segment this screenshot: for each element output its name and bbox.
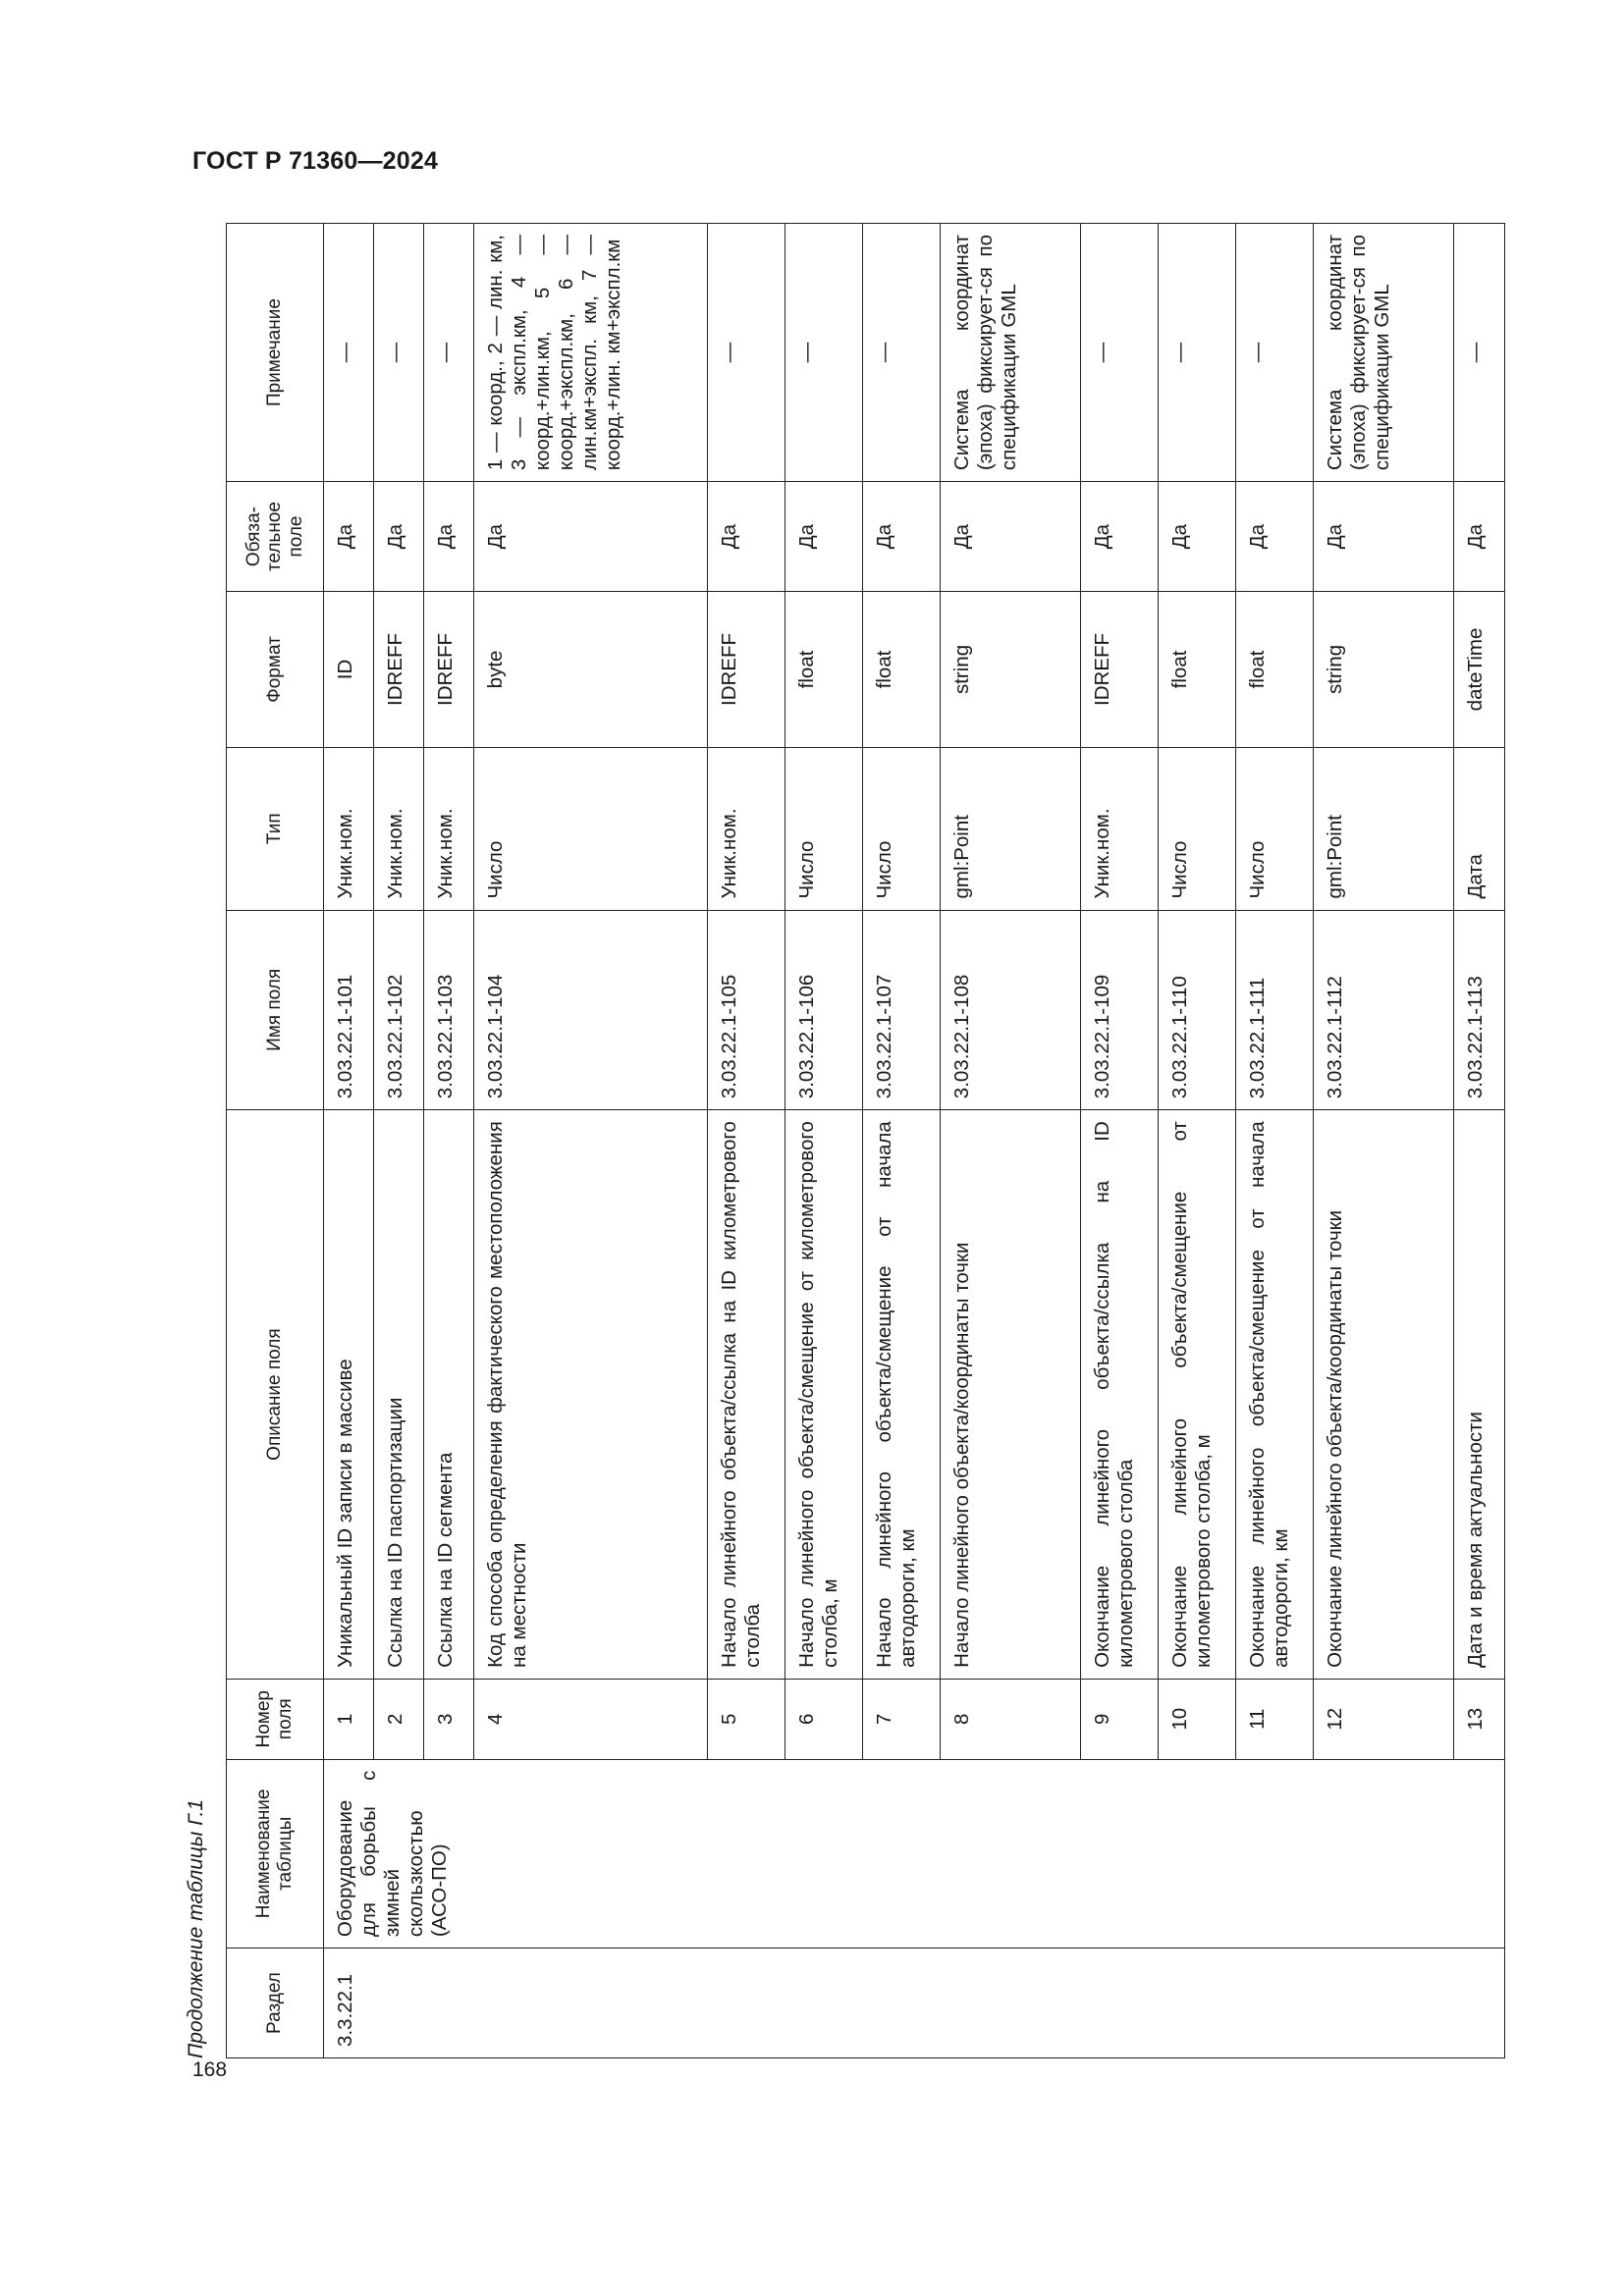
- field-name: 3.03.22.1-111: [1236, 910, 1314, 1110]
- field-name: 3.03.22.1-106: [785, 910, 863, 1110]
- field-required: Да: [708, 482, 785, 592]
- document-code: ГОСТ Р 71360—2024: [192, 147, 439, 175]
- field-required: Да: [1081, 482, 1159, 592]
- table-header-row: [227, 224, 324, 2058]
- col-header-required: Обяза-тельное поле: [227, 482, 324, 592]
- field-format: float: [1159, 592, 1236, 748]
- field-name: 3.03.22.1-112: [1314, 910, 1454, 1110]
- field-note: —: [1081, 224, 1159, 482]
- field-note: —: [324, 224, 374, 482]
- field-name: 3.03.22.1-109: [1081, 910, 1159, 1110]
- field-format: IDREFF: [708, 592, 785, 748]
- field-type: Уник.ном.: [424, 747, 474, 910]
- col-header-note: Примечание: [227, 224, 324, 482]
- field-description: Окончание линейного объекта/смещение от километрового столба, м: [1159, 1110, 1236, 1680]
- field-description: Ссылка на ID паспортизации: [374, 1110, 424, 1680]
- field-description: Код способа определения фактического местоположения на местности: [474, 1110, 708, 1680]
- col-header-table-name: Наименование таблицы: [227, 1759, 324, 1948]
- field-name: 3.03.22.1-102: [374, 910, 424, 1110]
- field-type: Уник.ном.: [374, 747, 424, 910]
- field-note: —: [708, 224, 785, 482]
- table-caption: Продолжение таблицы Г.1: [185, 1798, 207, 2058]
- field-name: 3.03.22.1-108: [941, 910, 1081, 1110]
- field-note: —: [374, 224, 424, 482]
- field-required: Да: [863, 482, 941, 592]
- section-table-name: Оборудование для борьбы с зимней скользкостью (АСО-ПО): [324, 1759, 1505, 1948]
- field-description: Окончание линейного объекта/смещение от начала автодороги, км: [1236, 1110, 1314, 1680]
- field-type: Число: [1159, 747, 1236, 910]
- field-required: Да: [1454, 482, 1505, 592]
- field-format: float: [863, 592, 941, 748]
- field-format: IDREFF: [1081, 592, 1159, 748]
- field-format: float: [1236, 592, 1314, 748]
- field-number: 8: [941, 1679, 1081, 1759]
- field-number: 5: [708, 1679, 785, 1759]
- col-header-field-name: Имя поля: [227, 910, 324, 1110]
- col-header-type: Тип: [227, 747, 324, 910]
- field-number: 4: [474, 1679, 708, 1759]
- col-header-field-number: Номер поля: [227, 1679, 324, 1759]
- field-type: gml:Point: [1314, 747, 1454, 910]
- page-number: 168: [192, 2058, 228, 2081]
- field-note: Система координат (эпоха) фиксирует-ся по спецификации GML: [941, 224, 1081, 482]
- field-description: Начало линейного объекта/координаты точки: [941, 1110, 1081, 1680]
- field-type: Уник.ном.: [324, 747, 374, 910]
- field-description: Начало линейного объекта/смещение от километрового столба, м: [785, 1110, 863, 1680]
- field-type: Число: [863, 747, 941, 910]
- field-format: string: [1314, 592, 1454, 748]
- field-required: Да: [474, 482, 708, 592]
- field-number: 11: [1236, 1679, 1314, 1759]
- field-number: 9: [1081, 1679, 1159, 1759]
- field-required: Да: [941, 482, 1081, 592]
- field-type: Уник.ном.: [1081, 747, 1159, 910]
- field-note: —: [424, 224, 474, 482]
- field-name: 3.03.22.1-105: [708, 910, 785, 1110]
- field-number: 7: [863, 1679, 941, 1759]
- field-format: dateTime: [1454, 592, 1505, 748]
- field-number: 13: [1454, 1679, 1505, 1759]
- field-name: 3.03.22.1-104: [474, 910, 708, 1110]
- field-description: Дата и время актуальности: [1454, 1110, 1505, 1680]
- field-number: 12: [1314, 1679, 1454, 1759]
- field-required: Да: [374, 482, 424, 592]
- col-header-format: Формат: [227, 592, 324, 748]
- field-number: 1: [324, 1679, 374, 1759]
- field-note: —: [1236, 224, 1314, 482]
- field-type: Дата: [1454, 747, 1505, 910]
- field-note: —: [1159, 224, 1236, 482]
- field-type: Число: [1236, 747, 1314, 910]
- field-required: Да: [1314, 482, 1454, 592]
- field-description: Начало линейного объекта/смещение от начала автодороги, км: [863, 1110, 941, 1680]
- col-header-section: Раздел: [227, 1949, 324, 2058]
- rotated-table-block: [178, 223, 1498, 2058]
- field-number: 6: [785, 1679, 863, 1759]
- field-required: Да: [1159, 482, 1236, 592]
- field-required: Да: [324, 482, 374, 592]
- field-required: Да: [1236, 482, 1314, 592]
- field-required: Да: [785, 482, 863, 592]
- field-format: float: [785, 592, 863, 748]
- field-format: IDREFF: [374, 592, 424, 748]
- field-format: IDREFF: [424, 592, 474, 748]
- fields-table: [226, 223, 1505, 2058]
- col-header-field-description: Описание поля: [227, 1110, 324, 1680]
- table-row: [324, 224, 374, 2058]
- field-format: byte: [474, 592, 708, 748]
- field-name: 3.03.22.1-103: [424, 910, 474, 1110]
- field-note: —: [863, 224, 941, 482]
- field-type: Число: [474, 747, 708, 910]
- field-type: Уник.ном.: [708, 747, 785, 910]
- field-description: Уникальный ID записи в массиве: [324, 1110, 374, 1680]
- field-note: 1 — коорд., 2 — лин. км, 3 — экспл.км, 4 — коорд.+лин.км, 5 — коорд.+экспл.км, 6 — лин.км+экспл. км, 7 — коорд.+лин. км+экспл.км: [474, 224, 708, 482]
- field-description: Ссылка на ID сегмента: [424, 1110, 474, 1680]
- field-name: 3.03.22.1-110: [1159, 910, 1236, 1110]
- field-name: 3.03.22.1-101: [324, 910, 374, 1110]
- field-description: Окончание линейного объекта/координаты точки: [1314, 1110, 1454, 1680]
- field-required: Да: [424, 482, 474, 592]
- field-number: 10: [1159, 1679, 1236, 1759]
- field-note: Система координат (эпоха) фиксирует-ся по спецификации GML: [1314, 224, 1454, 482]
- field-type: gml:Point: [941, 747, 1081, 910]
- field-number: 2: [374, 1679, 424, 1759]
- field-number: 3: [424, 1679, 474, 1759]
- field-description: Окончание линейного объекта/ссылка на ID километрового столба: [1081, 1110, 1159, 1680]
- section-code: 3.3.22.1: [324, 1949, 1505, 2058]
- field-name: 3.03.22.1-113: [1454, 910, 1505, 1110]
- field-description: Начало линейного объекта/ссылка на ID километрового столба: [708, 1110, 785, 1680]
- field-note: —: [785, 224, 863, 482]
- field-format: string: [941, 592, 1081, 748]
- field-note: —: [1454, 224, 1505, 482]
- field-name: 3.03.22.1-107: [863, 910, 941, 1110]
- field-format: ID: [324, 592, 374, 748]
- field-type: Число: [785, 747, 863, 910]
